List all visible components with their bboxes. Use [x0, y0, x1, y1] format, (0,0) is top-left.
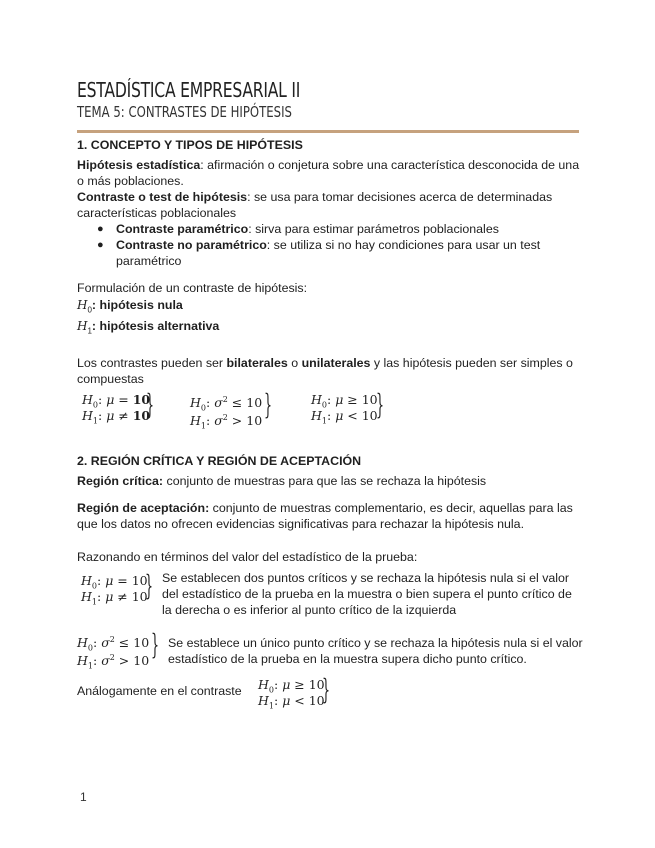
critical-region-definition	[77, 473, 486, 489]
test-term: Contraste o test de hipótesis	[77, 190, 248, 204]
document-subtitle: TEMA 5: CONTRASTES DE HIPÓTESIS	[77, 103, 292, 121]
bullet-icon: ●	[97, 239, 104, 251]
acceptance-term: Región de aceptación:	[77, 501, 210, 515]
bullet-parametric	[116, 221, 499, 237]
nonparametric-definition-line-2: paramétrico	[116, 254, 182, 268]
types-post: y las hipótesis pueden ser simples o	[370, 356, 573, 370]
document-page: ESTADÍSTICA EMPRESARIAL II TEMA 5: CONTRASTES DE HIPÓTESIS 1. CONCEPTO Y TIPOS DE HIPÓTESIS Hipótesis estadística: afirmación o conjetura sobre una característica desconocida de una o más poblaciones. Contraste o test de hipótesis: se usa para tomar decisiones acerca de determinadas características poblacionales ● Contraste paramétrico: sirva para estimar parámetros poblacionales ● Contraste no paramétrico: se utiliza si no hay condiciones para usar un test paramétrico Formulación de un contraste de hipótesis: $H_0$: hipótesis nula $H_1$: hipótesis alternativa Los contrastes pueden ser bilaterales o unilaterales y las hipótesis pueden ser simples o compuestas $H_0$: μ = 10 $H_1$: μ ≠ 10 } $H_0$: $\sigma^2 \le 10$ $H_1$: $\sigma^2 > 10$ } $H_0$: μ ≥ 10 $H_1$: μ < 10 } 2. REGIÓN CRÍTICA Y REGIÓN DE ACEPTACIÓN Región crítica: conjunto de muestras para que las se rechaza la hipótesis Región de aceptación: conjunto de muestras complementario, es decir, aquellas para las que los datos no ofrecen evidencias significativas para rechazar la hipótesis nula. Razonando en términos del valor del estadístico de la prueba: $H_0$: μ = 10 $H_1$: μ ≠ 10 } Se establecen dos puntos críticos y se rechaza la hipótesis nula si el valor del estadístico de la prueba en la muestra o bien supera el punto crítico de la derecha o es inferior al punto crítico de la izquierda $H_0$: $\sigma^2 \le 10$ $H_1$: $\sigma^2 > 10$ } Se establece un único punto crítico y se rechaza la hipótesis nula si el valor estadístico de la prueba en la muestra supera dicho punto crítico. Análogamente en el contraste $H_0$: μ ≥ 10 $H_1$: μ < 10 } 1	[77, 78, 583, 804]
types-mid: o	[287, 356, 302, 370]
acceptance-region-line-2: que los datos no ofrecen evidencias significativas para rechazar la hipótesis nula.	[77, 517, 525, 531]
h1-definition: $H_1$: hipótesis alternativa	[77, 319, 220, 336]
types-pre: Los contrastes pueden ser	[77, 356, 227, 370]
formulation-text: Formulación de un contraste de hipótesis:	[77, 281, 308, 295]
contrast-types-line-2: compuestas	[77, 372, 144, 386]
reasoning-text: Razonando en términos del valor del estadístico de la prueba:	[77, 550, 418, 564]
test-definition: : se usa para tomar decisiones acerca de determinadas	[247, 190, 553, 204]
unilateral-explanation-line-1: Se establece un único punto crítico y se rechaza la hipótesis nula si el valor	[168, 636, 583, 650]
h0-label: hipótesis nula	[99, 298, 183, 312]
test-definition-line-2: características poblacionales	[77, 206, 237, 220]
bullet-nonparametric	[116, 237, 540, 253]
critical-definition: conjunto de muestras para que las se rechaza la hipótesis	[163, 474, 487, 488]
document-title: ESTADÍSTICA EMPRESARIAL II	[77, 78, 301, 102]
hypothesis-definition-line-2: o más poblaciones.	[77, 174, 184, 188]
bullet-icon: ●	[97, 223, 104, 235]
page-number: 1	[80, 790, 87, 804]
hypothesis-definition: : afirmación o conjetura sobre una característica desconocida de una	[200, 158, 580, 172]
title-divider	[77, 130, 579, 133]
parametric-definition: : sirva para estimar parámetros poblacionales	[248, 222, 499, 236]
acceptance-definition: conjunto de muestras complementario, es decir, aquellas para las	[209, 501, 573, 515]
analog-text: Análogamente en el contraste	[77, 684, 242, 698]
nonparametric-definition: : se utiliza si no hay condiciones para usar un test	[266, 238, 541, 252]
section-1-heading: 1. CONCEPTO Y TIPOS DE HIPÓTESIS	[77, 138, 303, 152]
unilateral-term: unilaterales	[301, 356, 371, 370]
test-definition-line-1	[77, 189, 552, 205]
bilateral-explanation-line-1: Se establecen dos puntos críticos y se rechaza la hipótesis nula si el valor	[162, 571, 570, 585]
bilateral-term: bilaterales	[226, 356, 288, 370]
bilateral-explanation-line-3: la derecha o es inferior al punto crítico de la izquierda	[162, 603, 457, 617]
section-2-heading: 2. REGIÓN CRÍTICA Y REGIÓN DE ACEPTACIÓN	[77, 454, 362, 468]
critical-term: Región crítica:	[77, 474, 164, 488]
unilateral-explanation-line-2: estadístico de la prueba en la muestra supera dicho punto crítico.	[168, 652, 527, 666]
h0-definition: $H_0$: hipótesis nula	[77, 298, 183, 315]
contrast-types-line-1	[77, 355, 573, 371]
parametric-term: Contraste paramétrico	[116, 222, 249, 236]
acceptance-region-line-1	[77, 500, 573, 516]
bilateral-explanation-line-2: del estadístico de la prueba en la muestra o bien supera el punto crítico de	[162, 587, 572, 601]
hypothesis-term: Hipótesis estadística	[77, 158, 201, 172]
nonparametric-term: Contraste no paramétrico	[116, 238, 267, 252]
h1-label: hipótesis alternativa	[99, 319, 220, 333]
hypothesis-definition-line-1	[77, 157, 579, 173]
